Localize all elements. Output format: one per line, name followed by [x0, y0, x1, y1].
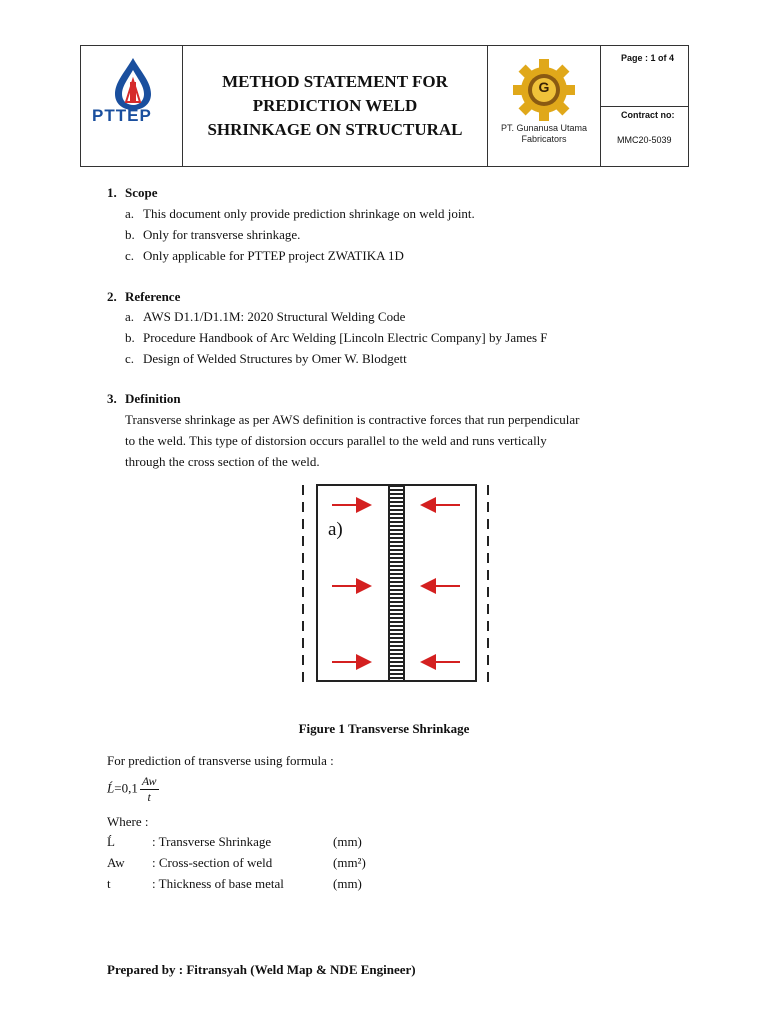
document-header: [80, 45, 689, 167]
pttep-logo-icon: [81, 52, 182, 112]
company-name-line-2: Fabricators: [521, 134, 567, 144]
scope-item-a-marker: a.: [125, 206, 135, 221]
title-line-1: METHOD STATEMENT FOR: [222, 72, 448, 91]
where-unit: (mm²): [333, 855, 366, 870]
company-name: [488, 123, 600, 145]
formula-equals: =0,1: [114, 780, 138, 796]
section-1-title: Scope: [125, 185, 158, 200]
scope-item-b-marker: b.: [125, 227, 135, 242]
where-unit: (mm): [333, 876, 362, 891]
title-line-3: SHRINKAGE ON STRUCTURAL: [207, 120, 463, 139]
document-meta: [601, 46, 688, 166]
shrinkage-diagram: [300, 481, 492, 687]
prepared-by: Prepared by : Fitransyah (Weld Map & NDE Engineer): [107, 962, 416, 977]
reference-item-c: Design of Welded Structures by Omer W. Blodgett: [143, 351, 407, 366]
figure-caption: Figure 1 Transverse Shrinkage: [298, 721, 470, 736]
where-description: : Cross-section of weld: [152, 855, 273, 870]
scope-item-c-marker: c.: [125, 248, 135, 263]
where-description: : Transverse Shrinkage: [152, 834, 272, 849]
contract-label: Contract no:: [621, 109, 675, 120]
definition-line-3: through the cross section of the weld.: [125, 454, 320, 469]
company-logo-cell: [488, 46, 601, 166]
reference-item-b: Procedure Handbook of Arc Welding [Lincoln Electric Company] by James F: [143, 330, 548, 345]
scope-item-b: Only for transverse shrinkage.: [143, 227, 301, 242]
section-1-number: 1.: [107, 185, 117, 200]
section-3-title: Definition: [125, 391, 181, 406]
definition-line-2: to the weld. This type of distorsion occurs parallel to the weld and runs vertically: [125, 433, 547, 448]
scope-item-a: This document only provide prediction shrinkage on weld joint.: [143, 206, 475, 221]
left-plate: [317, 485, 389, 681]
formula-numerator: Aw: [141, 774, 157, 788]
formula-lhs: Ĺ: [107, 780, 115, 796]
company-name-line-1: PT. Gunanusa Utama: [500, 123, 588, 133]
right-plate: [404, 485, 476, 681]
formula-intro: For prediction of transverse using formula :: [107, 753, 334, 768]
reference-item-c-marker: c.: [125, 351, 135, 366]
transverse-shrinkage-figure: [300, 481, 492, 687]
shrinkage-formula: [107, 774, 159, 805]
title-line-2: PREDICTION WELD: [252, 96, 418, 115]
weld-bead: [389, 485, 404, 681]
where-label: Where :: [107, 814, 149, 829]
where-symbol: Aw: [107, 855, 125, 870]
scope-item-c: Only applicable for PTTEP project ZWATIKA 1D: [143, 248, 404, 263]
document-title: [183, 46, 488, 166]
page-number-cell: [601, 46, 688, 106]
where-symbol: t: [107, 876, 111, 891]
contract-cell: [601, 106, 688, 167]
section-2-title: Reference: [125, 289, 181, 304]
where-symbol: Ĺ: [107, 834, 115, 849]
definition-line-1: Transverse shrinkage as per AWS definition is contractive forces that run perpendicular: [125, 412, 580, 427]
reference-item-a-marker: a.: [125, 309, 135, 324]
where-unit: (mm): [333, 834, 362, 849]
reference-item-b-marker: b.: [125, 330, 135, 345]
section-3-number: 3.: [107, 391, 117, 406]
formula-fraction: [140, 774, 159, 805]
formula-denominator: t: [147, 790, 151, 804]
where-description: : Thickness of base metal: [152, 876, 284, 891]
company-logo-letter: G: [538, 79, 550, 95]
section-2-number: 2.: [107, 289, 117, 304]
pttep-logo-cell: [81, 46, 183, 166]
contract-number: MMC20-5039: [617, 134, 672, 145]
reference-item-a: AWS D1.1/D1.1M: 2020 Structural Welding Code: [143, 309, 406, 324]
page-number: Page : 1 of 4: [621, 53, 675, 63]
figure-panel-label: a): [328, 519, 343, 540]
pttep-logo-text: PTTEP: [92, 106, 152, 125]
